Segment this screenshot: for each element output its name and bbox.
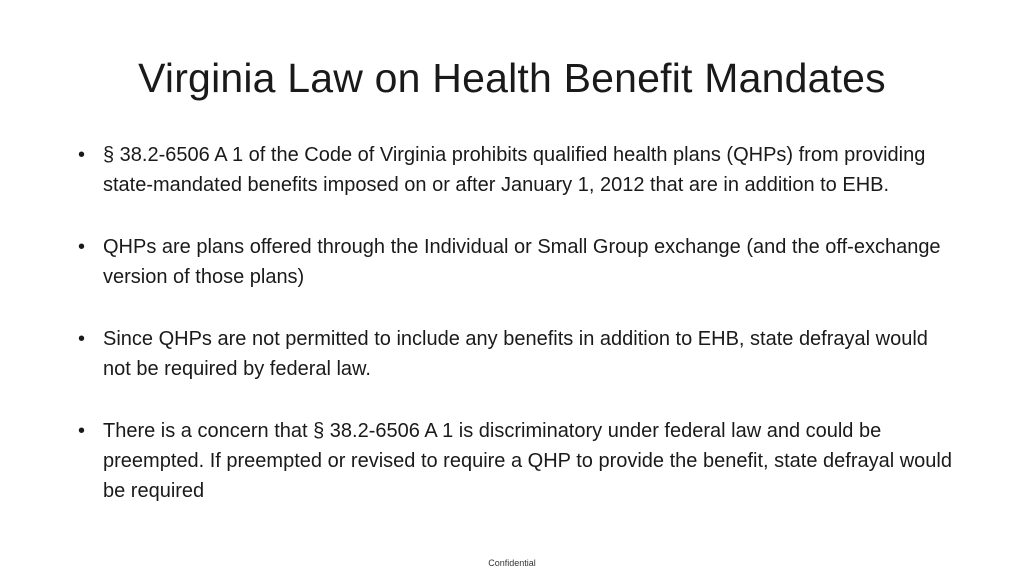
bullet-item [78,232,958,292]
bullet-text: Since QHPs are not permitted to include any benefits in addition to EHB, state defrayal would not be required by federal law. [103,328,928,380]
bullet-text: QHPs are plans offered through the Individual or Small Group exchange (and the off-exchange version of those plans) [103,236,941,288]
bullet-item [78,324,958,384]
bullet-glyph: • [78,144,86,166]
bullet-glyph: • [78,236,86,258]
bullet-glyph: • [78,328,86,350]
bullet-glyph: • [78,420,86,442]
bullet-item [78,416,958,506]
bullet-text: § 38.2-6506 A 1 of the Code of Virginia prohibits qualified health plans (QHPs) from providing state-mandated benefits imposed on or after January 1, 2012 that are in addition to EHB. [103,144,926,196]
slide-title: Virginia Law on Health Benefit Mandates [138,55,886,101]
bullet-item [78,140,958,200]
bullet-text: There is a concern that § 38.2-6506 A 1 is discriminatory under federal law and could be preempted. If preempted or revised to require a QHP to provide the benefit, state defrayal would be required [103,420,952,502]
confidential-footer: Confidential [488,558,536,568]
bullet-list [78,140,958,538]
